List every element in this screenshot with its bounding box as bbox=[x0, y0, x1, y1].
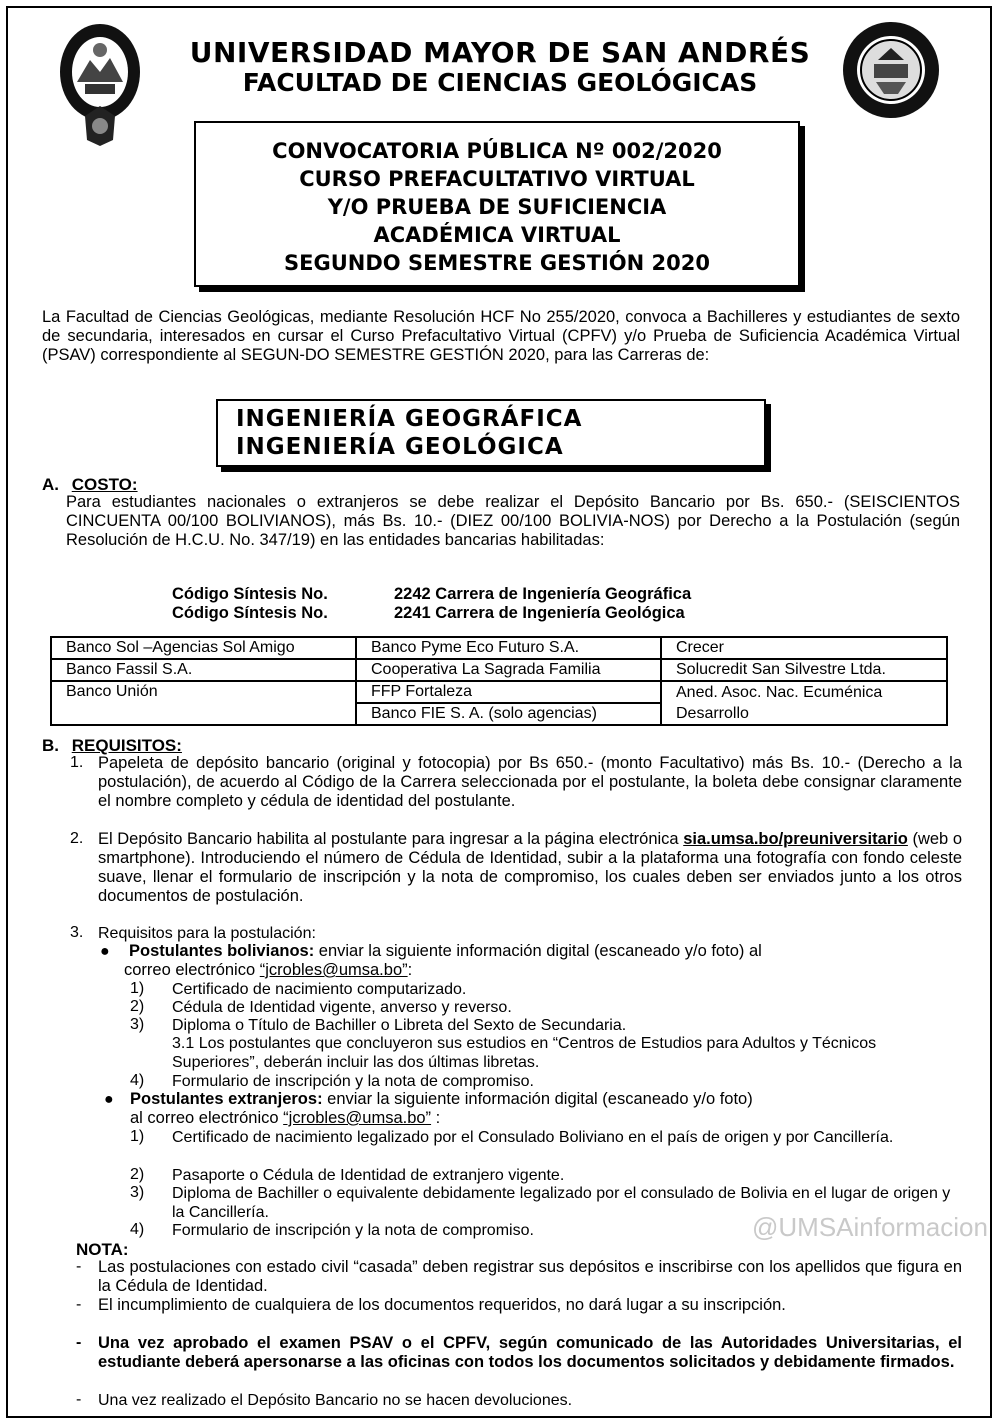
career-geologica: INGENIERÍA GEOLÓGICA bbox=[236, 434, 564, 460]
section-costo-heading bbox=[42, 475, 138, 495]
banks-table bbox=[50, 636, 948, 726]
code-row bbox=[172, 585, 691, 604]
list-number: 2. bbox=[70, 830, 84, 847]
table-row bbox=[51, 659, 947, 681]
code-row bbox=[172, 604, 685, 623]
requisito-1: Papeleta de depósito bancario (original y fotocopia) por Bs 650.- (monto Facultativo) más Bs. 10.- (Derecho a la postulación), de acuerdo al Código de la Carrera seleccionada por el postulante, la boleta debe consignar claramente el nombre completo y cédula de identidad del postulante. bbox=[98, 754, 962, 810]
list-number: 1) bbox=[130, 1128, 145, 1145]
list-item: Diploma o Título de Bachiller o Libreta del Sexto de Secundaria. bbox=[172, 1017, 627, 1034]
bullet-icon: ● bbox=[104, 1091, 114, 1108]
requisito-2-text: (web o smartphone). Introduciendo el número de Cédula de Identidad, subir a la plataforma una fotografía con fondo celeste suave, llenar el formulario de inscripción y la nota de compromiso, los cuales deben ser enviados junto a los otros documentos de postulación. bbox=[98, 830, 962, 905]
table-cell: Banco Sol –Agencias Sol Amigo bbox=[51, 637, 356, 659]
section-letter: A. bbox=[42, 475, 59, 494]
code-value: 2241 Carrera de Ingeniería Geológica bbox=[394, 604, 685, 622]
bolivianos-label: Postulantes bolivianos: bbox=[129, 942, 315, 960]
faculty-seal-logo bbox=[838, 20, 944, 120]
table-cell bbox=[661, 681, 947, 725]
dash: - bbox=[76, 1391, 82, 1408]
section-title: COSTO: bbox=[71, 475, 138, 494]
extranjeros-block bbox=[130, 1090, 962, 1128]
list-item: Pasaporte o Cédula de Identidad de extranjero vigente. bbox=[172, 1167, 565, 1184]
dash: - bbox=[76, 1258, 82, 1275]
bolivianos-text: enviar la siguiente información digital (escaneado y/o foto) al bbox=[314, 942, 762, 960]
convocatoria-line: Y/O PRUEBA DE SUFICIENCIA bbox=[327, 195, 667, 219]
requisito-2 bbox=[98, 830, 962, 906]
list-number: 3) bbox=[130, 1184, 145, 1201]
convocatoria-line: CONVOCATORIA PÚBLICA Nº 002/2020 bbox=[272, 139, 722, 163]
table-cell: FFP Fortaleza bbox=[356, 681, 661, 703]
list-number: 1) bbox=[130, 980, 145, 997]
umsa-seal-logo bbox=[55, 20, 145, 148]
email-link[interactable]: “jcrobles@umsa.bo” bbox=[283, 1109, 432, 1127]
nota-item: El incumplimiento de cualquiera de los documentos requeridos, no dará lugar a su inscripción. bbox=[98, 1296, 786, 1314]
bullet-icon: ● bbox=[100, 943, 110, 960]
list-item: Cédula de Identidad vigente, anverso y reverso. bbox=[172, 999, 512, 1016]
bolivianos-block bbox=[124, 942, 962, 980]
list-item: Formulario de inscripción y la nota de compromiso. bbox=[172, 1222, 534, 1239]
list-number: 4) bbox=[130, 1221, 145, 1238]
table-row bbox=[51, 637, 947, 659]
list-number: 4) bbox=[130, 1072, 145, 1089]
watermark: @UMSAinformacion bbox=[752, 1212, 988, 1242]
dash: - bbox=[76, 1296, 82, 1313]
code-label: Código Síntesis No. bbox=[172, 604, 328, 622]
table-cell: Crecer bbox=[661, 637, 947, 659]
faculty-name: FACULTAD DE CIENCIAS GEOLÓGICAS bbox=[242, 68, 758, 97]
nota-heading: NOTA: bbox=[76, 1240, 129, 1259]
list-item: Formulario de inscripción y la nota de compromiso. bbox=[172, 1073, 534, 1090]
dash: - bbox=[76, 1334, 82, 1351]
list-number: 3) bbox=[130, 1016, 145, 1033]
list-item: Diploma de Bachiller o equivalente debidamente legalizado por el consulado de Bolivia en el lugar de origen y la Cancillería. bbox=[172, 1185, 951, 1221]
section-requisitos-heading bbox=[42, 736, 182, 756]
costo-paragraph: Para estudiantes nacionales o extranjeros se debe realizar el Depósito Bancario por Bs. 650.- (SEISCIENTOS CINCUENTA 00/100 BOLIVIANOS), más Bs. 10.- (DIEZ 00/100 BOLIVIA-NOS) por Derecho a la Postulación (según Resolución de H.C.U. No. 347/19) en las entidades bancarias habilitadas: bbox=[66, 493, 960, 549]
preuniversitario-link[interactable]: sia.umsa.bo/preuniversitario bbox=[683, 830, 908, 848]
careers-box bbox=[216, 399, 766, 467]
section-letter: B. bbox=[42, 736, 59, 755]
list-number: 2) bbox=[130, 1166, 145, 1183]
nota-item: Las postulaciones con estado civil “casada” deben registrar sus depósitos e inscribirse con los apellidos que figura en la Cédula de Identidad. bbox=[98, 1258, 962, 1295]
table-cell: Banco Unión bbox=[51, 681, 356, 725]
code-value: 2242 Carrera de Ingeniería Geográfica bbox=[394, 585, 692, 603]
nota-item: Una vez aprobado el examen PSAV o el CPFV, según comunicado de las Autoridades Universitarias, el estudiante deberá apersonarse a las oficinas con todos los documentos solicitados y debidamente firmados. bbox=[98, 1334, 962, 1371]
list-number: 1. bbox=[70, 754, 84, 771]
bolivianos-text: correo electrónico bbox=[124, 961, 260, 979]
table-cell: Cooperativa La Sagrada Familia bbox=[356, 659, 661, 681]
extranjeros-text: al correo electrónico bbox=[130, 1109, 284, 1127]
email-link[interactable]: “jcrobles@umsa.bo” bbox=[259, 961, 408, 979]
convocatoria-box bbox=[194, 121, 800, 287]
requisito-2-text: El Depósito Bancario habilita al postulante para ingresar a la página electrónica bbox=[98, 830, 679, 848]
table-cell-line: Desarrollo bbox=[676, 705, 749, 722]
list-item: 3.1 Los postulantes que concluyeron sus estudios en “Centros de Estudios para Adultos y Técnicos Superiores”, deberán incluir las dos últimas libretas. bbox=[172, 1035, 877, 1071]
nota-item: Una vez realizado el Depósito Bancario no se hacen devoluciones. bbox=[98, 1392, 573, 1409]
list-item: Certificado de nacimiento computarizado. bbox=[172, 981, 467, 998]
list-number: 3. bbox=[70, 924, 84, 941]
convocatoria-line: SEGUNDO SEMESTRE GESTIÓN 2020 bbox=[284, 251, 710, 275]
intro-paragraph: La Facultad de Ciencias Geológicas, mediante Resolución HCF No 255/2020, convoca a Bachilleres y estudiantes de sexto de secundaria, interesados en cursar el Curso Prefacultativo Virtual (CPFV) y/o Prueba de Suficiencia Académica Virtual (PSAV) correspondiente al SEGUN-DO SEMESTRE GESTIÓN 2020, para las Carreras de: bbox=[42, 308, 960, 364]
university-name: UNIVERSIDAD MAYOR DE SAN ANDRÉS bbox=[189, 36, 811, 69]
extranjeros-text: enviar la siguiente información digital (escaneado y/o foto) bbox=[322, 1090, 753, 1108]
table-cell: Banco Fassil S.A. bbox=[51, 659, 356, 681]
list-item: Certificado de nacimiento legalizado por el Consulado Boliviano en el país de origen y por Cancillería. bbox=[172, 1129, 894, 1146]
extranjeros-text: : bbox=[431, 1109, 441, 1127]
table-cell: Banco FIE S. A. (solo agencias) bbox=[356, 703, 661, 725]
extranjeros-label: Postulantes extranjeros: bbox=[130, 1090, 323, 1108]
list-number: 2) bbox=[130, 998, 145, 1015]
section-title: REQUISITOS: bbox=[71, 736, 182, 755]
code-label: Código Síntesis No. bbox=[172, 585, 328, 603]
career-geografica: INGENIERÍA GEOGRÁFICA bbox=[236, 406, 583, 432]
bolivianos-text: : bbox=[407, 961, 413, 979]
table-cell-line: Aned. Asoc. Nac. Ecuménica bbox=[676, 684, 883, 701]
requisito-3: Requisitos para la postulación: bbox=[98, 925, 316, 942]
table-cell: Banco Pyme Eco Futuro S.A. bbox=[356, 637, 661, 659]
convocatoria-line: ACADÉMICA VIRTUAL bbox=[373, 223, 621, 247]
table-row bbox=[51, 681, 947, 703]
convocatoria-line: CURSO PREFACULTATIVO VIRTUAL bbox=[299, 167, 695, 191]
table-cell: Solucredit San Silvestre Ltda. bbox=[661, 659, 947, 681]
